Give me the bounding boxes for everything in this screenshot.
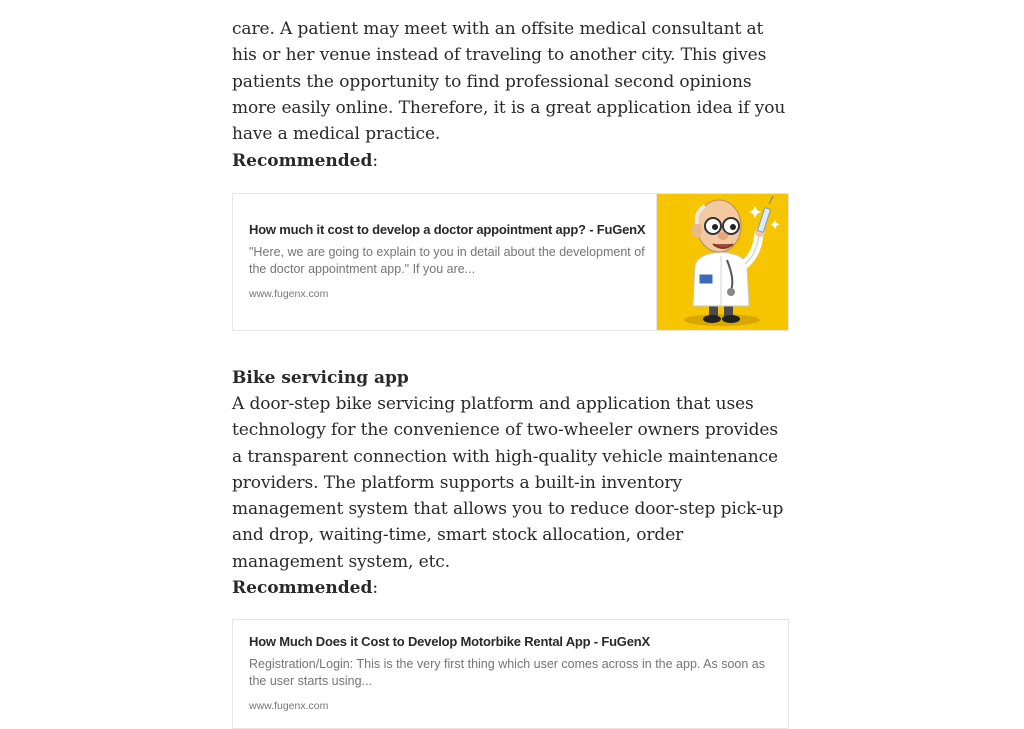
card-title[interactable]: How Much Does it Cost to Develop Motorbike Rental App - FuGenX — [249, 634, 650, 649]
recommended-label-2-text: Recommended — [232, 578, 373, 598]
recommended-colon-2: : — [372, 578, 379, 598]
link-preview-card-doctor-app[interactable] — [232, 193, 789, 331]
card-domain: www.fugenx.com — [249, 288, 329, 300]
card-text — [249, 221, 649, 301]
cartoon-doctor-icon — [657, 194, 788, 330]
card-thumbnail-image[interactable] — [656, 194, 788, 330]
card-description: Registration/Login: This is the very first thing which user comes across in the app. As soon as the user starts using... — [249, 657, 765, 688]
recommended-label — [232, 148, 378, 174]
section-heading: Bike servicing app — [232, 368, 409, 388]
card-title[interactable]: How much it cost to develop a doctor appointment app? - FuGenX — [249, 222, 646, 237]
recommended-label-2 — [232, 575, 378, 601]
recommended-label-text: Recommended — [232, 151, 373, 171]
section-paragraph: A door-step bike servicing platform and application that uses technology for the convenience of two-wheeler owners provides a transparent connection with high-quality vehicle maintenance providers. The platform supports a built-in inventory management system that allows you to reduce door-step pick-up and drop, waiting-time, smart stock allocation, order management system, etc. — [232, 394, 784, 572]
link-preview-card-motorbike-app[interactable] — [232, 619, 789, 729]
intro-paragraph: care. A patient may meet with an offsite medical consultant at his or her venue instead of traveling to another city. This gives patients the opportunity to find professional second opinions more easily online. Therefore, it is a great application idea if you have a medical practice. — [232, 19, 786, 145]
card-domain: www.fugenx.com — [249, 700, 329, 712]
recommended-colon: : — [372, 151, 379, 171]
card-text — [249, 633, 779, 713]
card-description: "Here, we are going to explain to you in detail about the development of the doctor appointment app." If you are... — [249, 245, 645, 276]
